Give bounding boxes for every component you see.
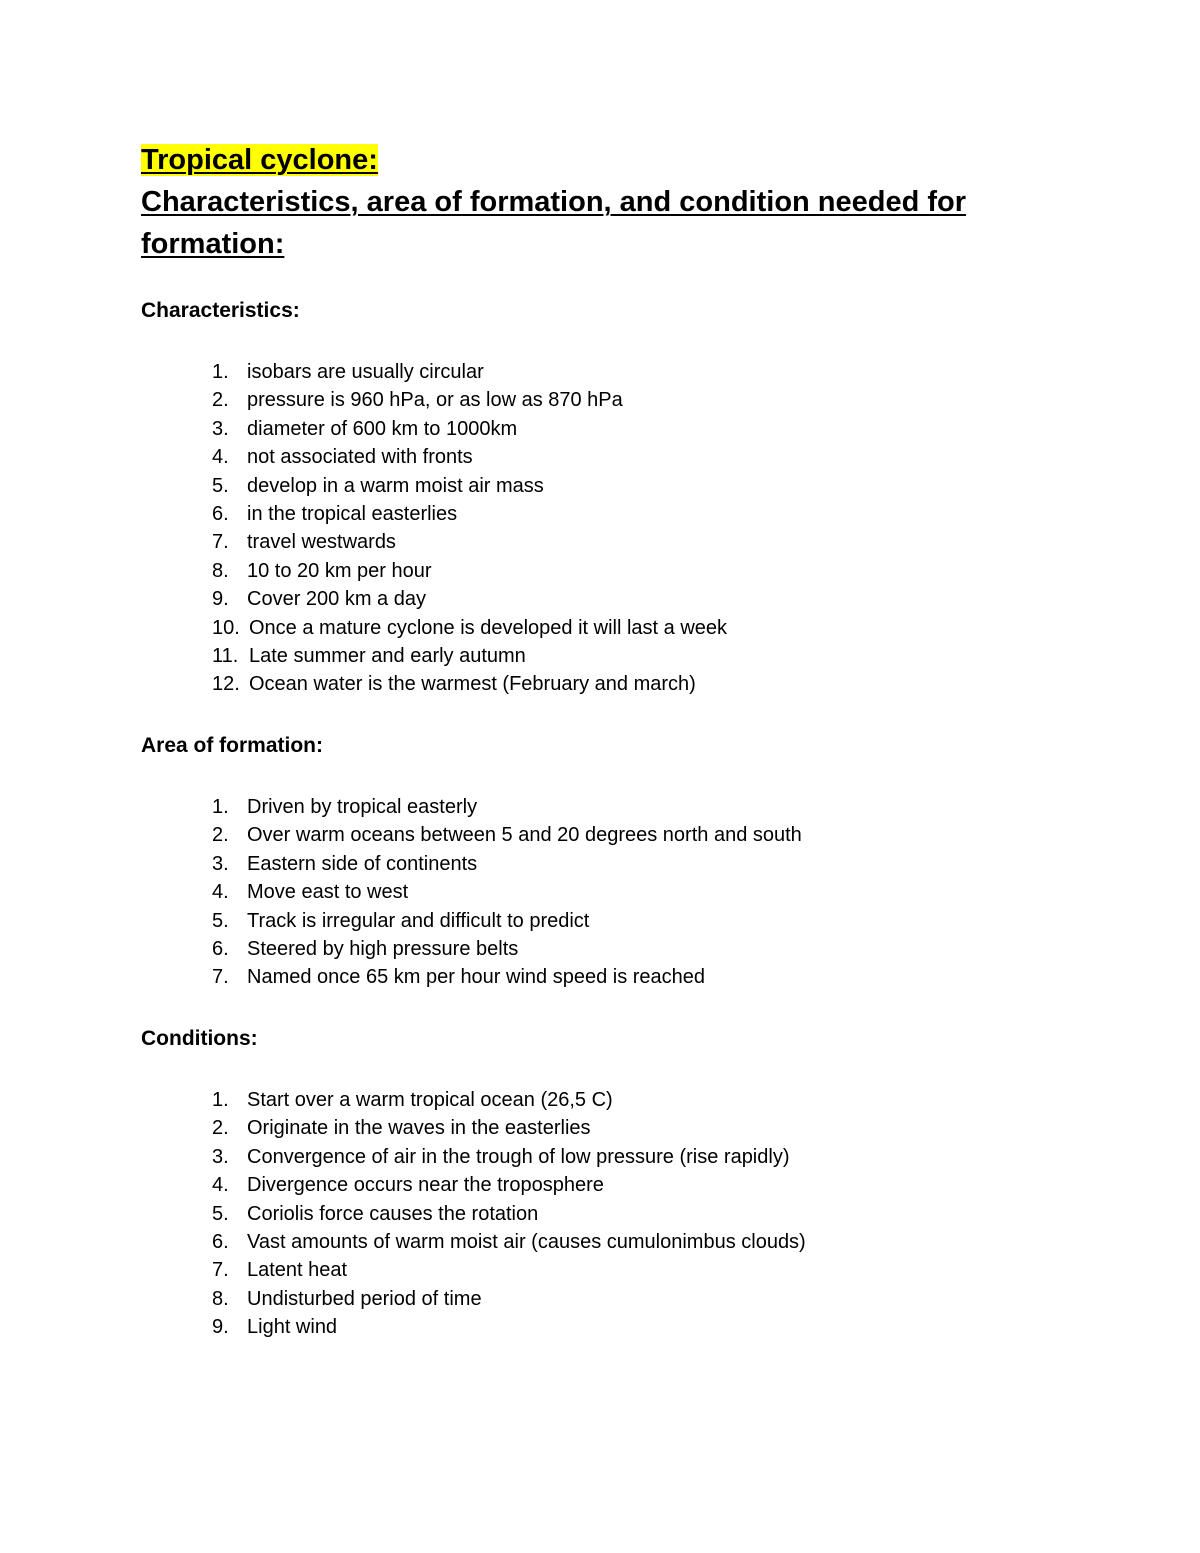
list-item-text: Convergence of air in the trough of low pressure (rise rapidly) xyxy=(247,1145,790,1168)
list-item-text: Track is irregular and difficult to predict xyxy=(247,909,590,932)
area-heading: Area of formation: xyxy=(141,734,324,757)
list-item-number: 7. xyxy=(212,531,229,554)
list-item-text: develop in a warm moist air mass xyxy=(247,474,544,497)
list-item-text: Start over a warm tropical ocean (26,5 C) xyxy=(247,1089,613,1111)
list-item-text: Eastern side of continents xyxy=(247,852,478,875)
list-item-text: isobars are usually circular xyxy=(247,361,484,383)
list-item-number: 6. xyxy=(212,1230,229,1253)
list-item-text: not associated with fronts xyxy=(247,446,473,469)
list-item-number: 8. xyxy=(212,1287,229,1310)
list-item-number: 3. xyxy=(212,417,229,440)
list-item-number: 6. xyxy=(212,937,229,960)
list-item-text: in the tropical easterlies xyxy=(247,502,458,525)
list-item-number: 3. xyxy=(212,852,229,875)
list-item-number: 1. xyxy=(212,361,229,383)
list-item-number: 5. xyxy=(212,474,229,497)
list-item-text: Over warm oceans between 5 and 20 degrees north and south xyxy=(247,824,802,847)
list-item-number: 12. xyxy=(212,673,240,696)
list-item-number: 5. xyxy=(212,1202,229,1225)
characteristics-heading: Characteristics: xyxy=(141,299,300,322)
list-item-number: 2. xyxy=(212,1117,229,1140)
list-item-number: 11. xyxy=(212,644,239,667)
list-item-number: 8. xyxy=(212,559,229,582)
list-item-text: Steered by high pressure belts xyxy=(247,937,519,960)
list-item-text: Divergence occurs near the troposphere xyxy=(247,1174,604,1197)
list-item-text: Move east to west xyxy=(247,881,409,904)
list-item-text: Latent heat xyxy=(247,1259,348,1282)
list-item-text: pressure is 960 hPa, or as low as 870 hPa xyxy=(247,389,623,412)
conditions-heading: Conditions: xyxy=(141,1027,258,1050)
list-item-number: 2. xyxy=(212,389,229,412)
list-item-text: Coriolis force causes the rotation xyxy=(247,1202,539,1225)
list-item-number: 9. xyxy=(212,588,229,611)
list-item-text: Cover 200 km a day xyxy=(247,588,426,611)
title-highlight: Tropical cyclone: xyxy=(141,144,378,176)
list-item-number: 5. xyxy=(212,909,229,932)
list-item-number: 1. xyxy=(212,1089,229,1111)
list-item-number: 3. xyxy=(212,1145,229,1168)
list-item-text: Vast amounts of warm moist air (causes cumulonimbus clouds) xyxy=(247,1230,806,1253)
list-item-text: diameter of 600 km to 1000km xyxy=(247,417,518,440)
list-item-number: 1. xyxy=(212,796,229,818)
list-item-text: Originate in the waves in the easterlies xyxy=(247,1117,591,1140)
list-item-text: Named once 65 km per hour wind speed is reached xyxy=(247,966,706,989)
list-item-text: Ocean water is the warmest (February and march) xyxy=(249,673,696,696)
list-item-text: Once a mature cyclone is developed it will last a week xyxy=(249,616,728,639)
list-item-number: 10. xyxy=(212,616,240,639)
list-item-number: 6. xyxy=(212,502,229,525)
list-item-number: 4. xyxy=(212,1174,229,1197)
list-item-text: Late summer and early autumn xyxy=(249,644,526,667)
list-item-text: travel westwards xyxy=(247,531,396,554)
document-title xyxy=(141,140,378,180)
list-item-text: 10 to 20 km per hour xyxy=(247,559,432,582)
list-item-text: Light wind xyxy=(247,1316,338,1339)
list-item-text: Driven by tropical easterly xyxy=(247,796,478,818)
list-item-number: 4. xyxy=(212,446,229,469)
list-item-text: Undisturbed period of time xyxy=(247,1287,482,1310)
list-item-number: 2. xyxy=(212,824,229,847)
list-item-number: 9. xyxy=(212,1316,229,1339)
document-subtitle: Characteristics, area of formation, and condition needed for formation: xyxy=(141,186,967,260)
list-item-number: 4. xyxy=(212,881,229,904)
list-item-number: 7. xyxy=(212,1259,229,1282)
list-item-number: 7. xyxy=(212,966,229,989)
